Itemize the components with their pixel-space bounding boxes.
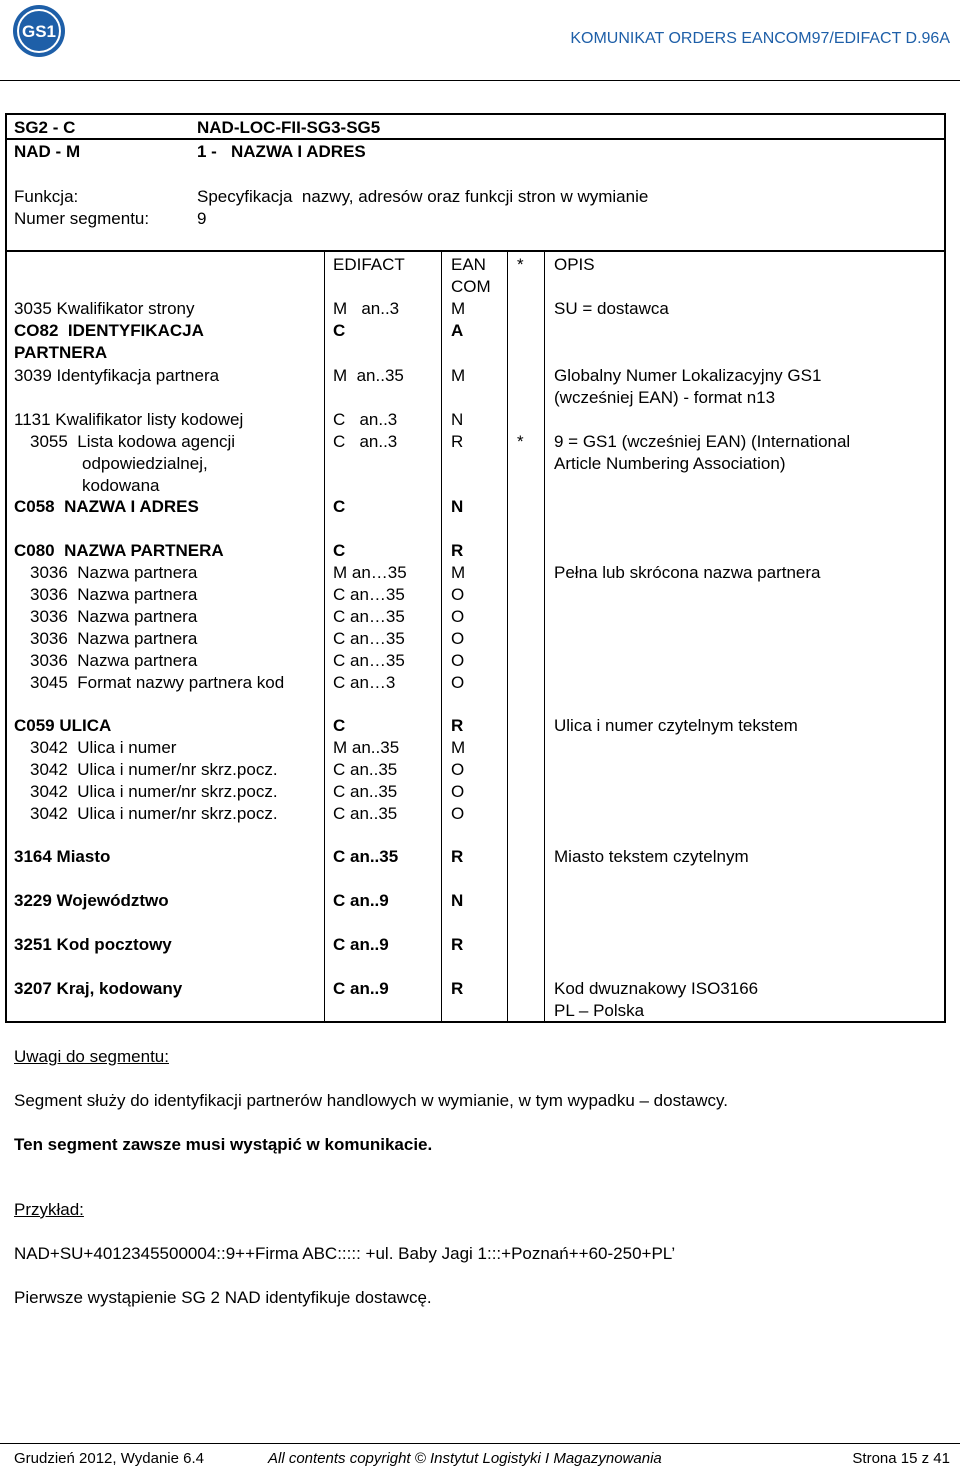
- table-cell-e: C an…35: [333, 585, 405, 604]
- gs1-logo: [12, 4, 66, 58]
- table-cell-l1: 3036 Nazwa partnera: [30, 629, 198, 648]
- col-divider-opis: [544, 250, 545, 1023]
- sg-label: SG2 - C: [14, 118, 76, 137]
- table-cell-l1: 3035 Kwalifikator strony: [14, 299, 195, 318]
- table-cell-e: C an..3: [333, 410, 398, 429]
- table-cell-e: M an..3: [333, 299, 400, 318]
- table-cell-e: M an…35: [333, 563, 407, 582]
- table-cell-o1: Pełna lub skrócona nazwa partnera: [554, 563, 821, 582]
- table-cell-l1: C059 ULICA: [14, 716, 112, 735]
- table-cell-e: C an..3: [333, 432, 398, 451]
- table-cell-l1: C080 NAZWA PARTNERA: [14, 541, 224, 560]
- header-opis: OPIS: [554, 255, 595, 274]
- table-cell-n: M: [451, 738, 466, 757]
- table-cell-n: N: [451, 497, 464, 516]
- table-cell-n: M: [451, 299, 466, 318]
- segment-box: [5, 113, 946, 252]
- header-divider: [0, 80, 960, 81]
- table-cell-l1: 3045 Format nazwy partnera kod: [30, 673, 285, 692]
- table-cell-n: O: [451, 607, 465, 626]
- function-value: Specyfikacja nazwy, adresów oraz funkcji stron w wymianie: [197, 187, 649, 206]
- table-cell-l1: 3042 Ulica i numer/nr skrz.pocz.: [30, 804, 278, 823]
- table-cell-l1: CO82 IDENTYFIKACJA: [14, 321, 204, 340]
- table-cell-n: R: [451, 432, 464, 451]
- table-cell-l1: 3042 Ulica i numer/nr skrz.pocz.: [30, 782, 278, 801]
- table-cell-e: C an..35: [333, 847, 399, 866]
- table-cell-e: C an…35: [333, 651, 405, 670]
- table-cell-e: C an..9: [333, 935, 389, 954]
- table-cell-n: N: [451, 891, 464, 910]
- table-cell-e: C an…35: [333, 629, 405, 648]
- table-cell-e: C an…35: [333, 607, 405, 626]
- table-cell-n: O: [451, 804, 465, 823]
- table-cell-n: M: [451, 366, 466, 385]
- table-cell-l1: kodowana: [82, 476, 160, 495]
- table-cell-n: O: [451, 760, 465, 779]
- example-label: Przykład:: [14, 1200, 84, 1219]
- table-cell-e: C an…3: [333, 673, 396, 692]
- document-title: KOMUNIKAT ORDERS EANCOM97/EDIFACT D.96A: [570, 30, 950, 47]
- table-cell-l1: 3036 Nazwa partnera: [30, 651, 198, 670]
- table-cell-o1: PL – Polska: [554, 1001, 645, 1020]
- table-cell-l1: C058 NAZWA I ADRES: [14, 497, 199, 516]
- header-star: *: [517, 255, 524, 274]
- table-cell-e: C: [333, 541, 346, 560]
- table-cell-l1: 3036 Nazwa partnera: [30, 585, 198, 604]
- table-cell-l1: 3251 Kod pocztowy: [14, 935, 172, 954]
- segment-number-label: Numer segmentu:: [14, 209, 150, 228]
- table-cell-l1: 3036 Nazwa partnera: [30, 563, 198, 582]
- table-cell-o1: SU = dostawca: [554, 299, 669, 318]
- footer-date: Grudzień 2012, Wydanie 6.4: [14, 1450, 204, 1467]
- table-cell-e: C an..9: [333, 979, 389, 998]
- table-cell-l1: 3042 Ulica i numer: [30, 738, 177, 757]
- table-cell-n: N: [451, 410, 464, 429]
- table-cell-s: *: [517, 432, 524, 451]
- table-cell-o1: Globalny Numer Lokalizacyjny GS1: [554, 366, 822, 385]
- table-cell-e: C: [333, 497, 346, 516]
- uwagi-text: Segment służy do identyfikacji partnerów handlowych w wymianie, w tym wypadku – dostawcy.: [14, 1091, 728, 1110]
- logo-text: GS1: [21, 22, 57, 41]
- header-com: COM: [451, 277, 491, 296]
- header-edifact: EDIFACT: [333, 255, 405, 274]
- segment-number-value: 9: [197, 209, 207, 228]
- table-cell-n: R: [451, 716, 464, 735]
- footer-page: Strona 15 z 41: [852, 1450, 950, 1467]
- table-cell-n: O: [451, 782, 465, 801]
- table-cell-e: C: [333, 321, 346, 340]
- table-cell-e: C an..35: [333, 782, 398, 801]
- table-cell-n: O: [451, 673, 465, 692]
- table-cell-o1: 9 = GS1 (wcześniej EAN) (International: [554, 432, 851, 451]
- col-divider-edifact: [324, 250, 325, 1023]
- table-cell-n: R: [451, 541, 464, 560]
- col-divider-ean: [441, 250, 442, 1023]
- sg-value: NAD-LOC-FII-SG3-SG5: [197, 118, 381, 137]
- table-cell-e: M an..35: [333, 366, 404, 385]
- table-cell-e: C an..9: [333, 891, 389, 910]
- table-cell-l1: 3039 Identyfikacja partnera: [14, 366, 220, 385]
- table-cell-o1: Ulica i numer czytelnym tekstem: [554, 716, 798, 735]
- table-cell-e: C: [333, 716, 346, 735]
- table-cell-e: C an..35: [333, 760, 398, 779]
- table-cell-n: A: [451, 321, 464, 340]
- segment-divider: [5, 138, 946, 140]
- table-cell-n: O: [451, 651, 465, 670]
- table-cell-n: R: [451, 847, 464, 866]
- nad-label: NAD - M: [14, 142, 81, 161]
- table-cell-l1: 3036 Nazwa partnera: [30, 607, 198, 626]
- table-cell-n: O: [451, 585, 465, 604]
- table-cell-l1: 1131 Kwalifikator listy kodowej: [14, 410, 244, 429]
- table-cell-n: R: [451, 979, 464, 998]
- function-label: Funkcja:: [14, 187, 79, 206]
- footer-divider: [0, 1443, 960, 1444]
- table-cell-n: O: [451, 629, 465, 648]
- uwagi-label: Uwagi do segmentu:: [14, 1047, 169, 1066]
- table-cell-e: C an..35: [333, 804, 398, 823]
- example-text: NAD+SU+4012345500004::9++Firma ABC::::: +ul. Baby Jagi 1:::+Poznań++60-250+PL’: [14, 1244, 676, 1263]
- table-cell-l1: 3055 Lista kodowa agencji: [30, 432, 236, 451]
- table-cell-n: R: [451, 935, 464, 954]
- table-cell-l1: 3207 Kraj, kodowany: [14, 979, 183, 998]
- table-cell-e: M an..35: [333, 738, 400, 757]
- table-cell-l1: 3164 Miasto: [14, 847, 111, 866]
- col-divider-star: [507, 250, 508, 1023]
- table-cell-n: M: [451, 563, 466, 582]
- table-cell-l1: 3229 Województwo: [14, 891, 169, 910]
- footer-copyright: All contents copyright © Instytut Logistyki I Magazynowania: [268, 1450, 662, 1467]
- table-cell-l1: PARTNERA: [14, 343, 108, 362]
- mandatory-note: Ten segment zawsze musi wystąpić w komunikacie.: [14, 1135, 433, 1154]
- header-ean: EAN: [451, 255, 486, 274]
- nad-value: 1 - NAZWA I ADRES: [197, 142, 366, 161]
- table-cell-o1: Kod dwuznakowy ISO3166: [554, 979, 759, 998]
- table-cell-o1: Miasto tekstem czytelnym: [554, 847, 749, 866]
- table-cell-l1: odpowiedzialnej,: [82, 454, 208, 473]
- table-cell-o1: (wcześniej EAN) - format n13: [554, 388, 776, 407]
- example-note: Pierwsze wystąpienie SG 2 NAD identyfikuje dostawcę.: [14, 1288, 432, 1307]
- table-cell-o1: Article Numbering Association): [554, 454, 786, 473]
- table-cell-l1: 3042 Ulica i numer/nr skrz.pocz.: [30, 760, 278, 779]
